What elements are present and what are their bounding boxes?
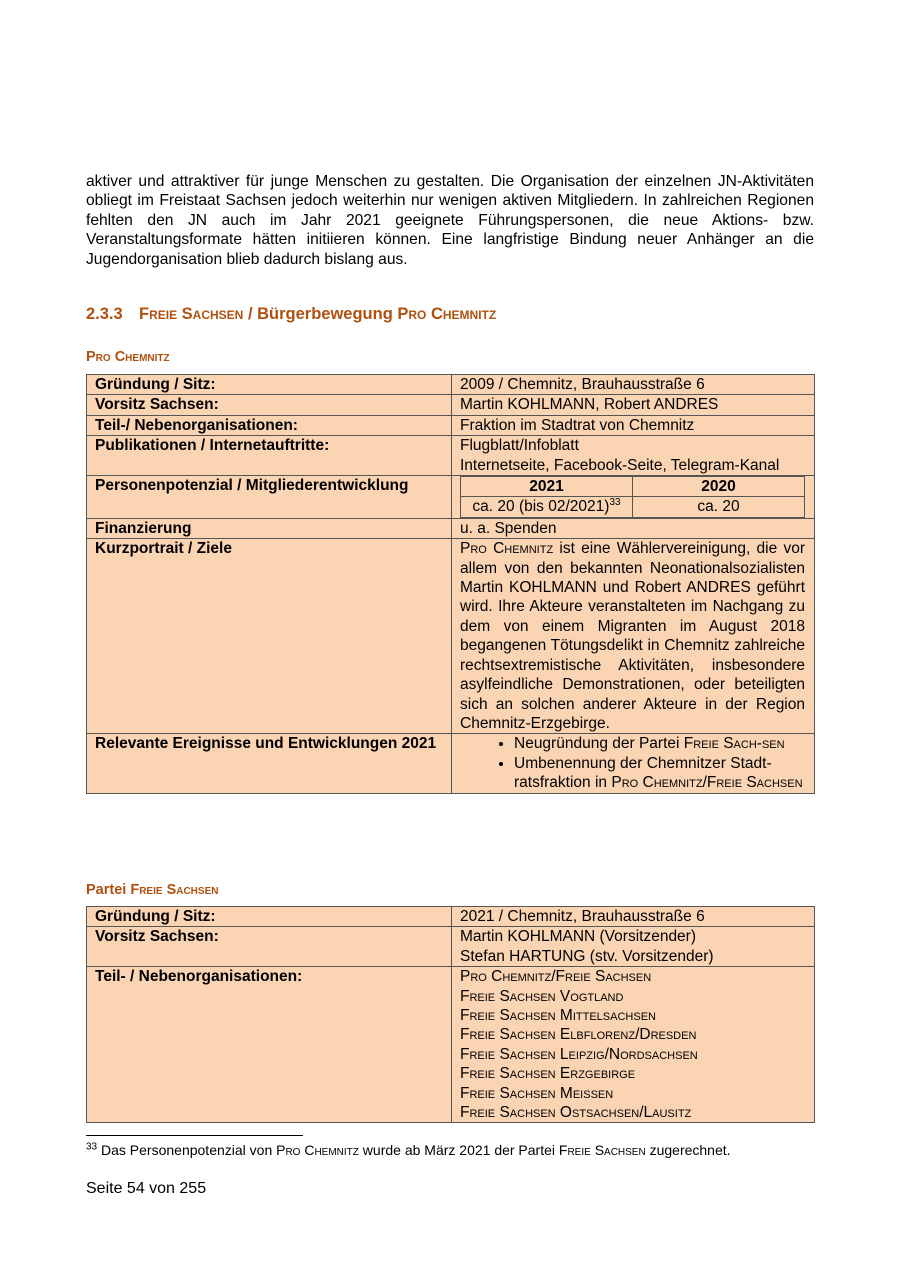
portrait-text: ist eine Wählervereinigung, die vor allem von den bekannten Neonationalsozialisten Martin KOHLMANN und Robert ANDRES geführt wird. Ihre Akteure veranstalteten im Nachgang zu dem von einem Migranten im August 2018 begangenen Tötungsdelikt in Chemnitz zahlreiche rechtsextremistische Aktivitäten, insbesondere asylfeindliche Demonstrationen, oder beteiligten sich an solchen anderer Akteure in der Region Chemnitz-Erzgebirge. — [460, 540, 805, 732]
table-row — [87, 907, 815, 927]
freie-sachsen-table — [86, 906, 815, 1123]
member-count-row — [461, 497, 805, 517]
label-cell: Vorsitz Sachsen: — [87, 927, 452, 967]
member-count-header-row — [461, 477, 805, 497]
pro-chemnitz-heading: Pro Chemnitz — [86, 349, 170, 365]
value-line: Flugblatt/Infoblatt — [460, 437, 579, 455]
year-header: 2020 — [633, 477, 805, 497]
table-row — [87, 927, 815, 967]
value-line: Stefan HARTUNG (stv. Vorsitzender) — [460, 947, 714, 965]
value-cell: u. a. Spenden — [452, 518, 815, 538]
heading-name: Freie Sachsen — [130, 882, 219, 898]
label-cell: Finanzierung — [87, 518, 452, 538]
table-row — [87, 476, 815, 519]
footnote-ref[interactable]: 33 — [609, 497, 621, 509]
freie-sachsen-heading — [86, 882, 218, 898]
suborg-item: Freie Sachsen Vogtland — [460, 987, 624, 1005]
footnote-number: 33 — [86, 1141, 98, 1153]
footnote-text: Das Personenpotenzial von — [97, 1142, 277, 1158]
page-number: Seite 54 von 255 — [86, 1180, 207, 1197]
footnote-text: wurde ab März 2021 der Partei — [358, 1142, 559, 1158]
event-text: Neugründung der Partei — [514, 735, 684, 753]
label-cell: Gründung / Sitz: — [87, 907, 452, 927]
value-cell: Martin KOHLMANN, Robert ANDRES — [452, 395, 815, 415]
list-item — [514, 734, 805, 753]
events-list — [460, 734, 805, 792]
table-row — [87, 539, 815, 734]
label-cell: Vorsitz Sachsen: — [87, 395, 452, 415]
intro-paragraph: aktiver und attraktiver für junge Menschen zu gestalten. Die Organisation der einzelnen JN-Aktivitäten obliegt im Freistaat Sachsen jedoch weiterhin nur wenigen aktiven Mitgliedern. In zahlreichen Regionen fehlten den JN auch im Jahr 2021 geeignete Führungspersonen, die neue Aktions- bzw. Veranstaltungsformate hätten initiieren können. Eine langfristige Bindung neuer Anhänger an die Jugendorganisation blieb dadurch bislang aus. — [86, 173, 814, 268]
table-row — [87, 967, 815, 1123]
label-cell: Teil-/ Nebenorganisationen: — [87, 415, 452, 435]
value-cell: 2021 / Chemnitz, Brauhausstraße 6 — [452, 907, 815, 927]
section-title-separator: / Bürgerbewegung — [243, 305, 398, 323]
event-text: Umbenennung der Chemnitzer Stadt-ratsfraktion in — [514, 754, 772, 792]
org-name: Freie Sachsen — [558, 1142, 646, 1158]
value-cell — [452, 734, 815, 793]
pro-chemnitz-table — [86, 374, 815, 794]
value-cell — [452, 476, 815, 519]
label-cell: Teil- / Nebenorganisationen: — [87, 967, 452, 1123]
value-cell: Fraktion im Stadtrat von Chemnitz — [452, 415, 815, 435]
suborg-item: Freie Sachsen Mittelsachsen — [460, 1007, 656, 1025]
label-cell: Relevante Ereignisse und Entwicklungen 2021 — [87, 734, 452, 793]
section-title-freie-sachsen: Freie Sachsen — [139, 305, 244, 323]
suborg-item: Freie Sachsen Leipzig/Nordsachsen — [460, 1045, 698, 1063]
section-heading — [86, 305, 496, 324]
member-count-2021-text: ca. 20 (bis 02/2021) — [472, 498, 610, 516]
member-count-2020: ca. 20 — [633, 497, 805, 517]
label-cell: Publikationen / Internetauftritte: — [87, 436, 452, 476]
footnote-divider — [86, 1135, 303, 1136]
table-row — [87, 395, 815, 415]
table-row — [87, 734, 815, 793]
table-row — [87, 415, 815, 435]
member-count-2021 — [461, 497, 633, 517]
suborg-item: Freie Sachsen Ostsachsen/Lausitz — [460, 1104, 692, 1122]
org-name: Freie Sach-sen — [683, 735, 785, 753]
value-cell: 2009 / Chemnitz, Brauhausstraße 6 — [452, 375, 815, 395]
footnote — [86, 1142, 731, 1158]
org-name: Pro Chemnitz/Freie Sachsen — [611, 774, 803, 792]
label-cell: Personenpotenzial / Mitgliederentwicklung — [87, 476, 452, 519]
value-cell — [452, 436, 815, 476]
member-count-table — [460, 476, 805, 518]
value-line: Martin KOHLMANN (Vorsitzender) — [460, 928, 697, 946]
org-name: Pro Chemnitz — [276, 1142, 359, 1158]
footnote-text: zugerechnet. — [645, 1142, 731, 1158]
table-row — [87, 436, 815, 476]
list-item — [514, 754, 805, 793]
heading-prefix: Partei — [86, 882, 131, 898]
suborg-item: Pro Chemnitz/Freie Sachsen — [460, 968, 652, 986]
suborg-item: Freie Sachsen Elbflorenz/Dresden — [460, 1026, 697, 1044]
section-number: 2.3.3 — [86, 305, 123, 323]
table-row — [87, 518, 815, 538]
value-line: Internetseite, Facebook-Seite, Telegram-Kanal — [460, 456, 780, 474]
value-cell — [452, 967, 815, 1123]
section-title-pro-chemnitz: Pro Chemnitz — [397, 305, 497, 323]
org-name: Pro Chemnitz — [460, 540, 554, 558]
year-header: 2021 — [461, 477, 633, 497]
value-cell — [452, 539, 815, 734]
value-cell — [452, 927, 815, 967]
label-cell: Gründung / Sitz: — [87, 375, 452, 395]
table-row — [87, 375, 815, 395]
suborg-item: Freie Sachsen Erzgebirge — [460, 1065, 636, 1083]
suborg-item: Freie Sachsen Meißen — [460, 1084, 614, 1102]
label-cell: Kurzportrait / Ziele — [87, 539, 452, 734]
